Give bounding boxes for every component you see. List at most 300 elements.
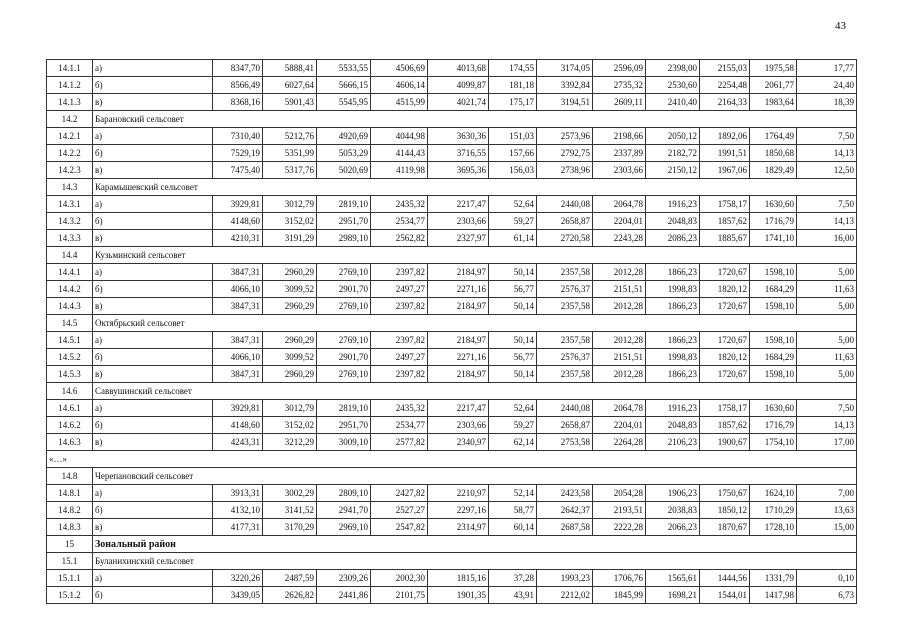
value-cell: 1850,12 (700, 502, 750, 519)
value-cell: 1720,67 (700, 298, 750, 315)
table-row (47, 213, 857, 230)
table-row (47, 230, 857, 247)
table-row (47, 400, 857, 417)
value-cell: 157,66 (489, 145, 537, 162)
section-row (47, 383, 857, 400)
value-cell: 50,14 (489, 298, 537, 315)
value-cell: 2193,51 (593, 502, 646, 519)
value-cell: 3191,29 (263, 230, 317, 247)
row-label: в) (93, 519, 213, 536)
section-row (47, 179, 857, 196)
value-cell: 3152,02 (263, 417, 317, 434)
row-code: 14.5.3 (47, 366, 93, 383)
row-code: 14.1.2 (47, 77, 93, 94)
row-label: в) (93, 366, 213, 383)
value-cell: 2951,70 (317, 213, 371, 230)
value-cell: 2440,08 (537, 400, 593, 417)
value-cell: 3716,55 (428, 145, 489, 162)
value-cell: 2327,97 (428, 230, 489, 247)
value-cell: 5212,76 (263, 128, 317, 145)
value-cell: 2441,86 (317, 587, 371, 604)
row-code: 15.1.2 (47, 587, 93, 604)
value-cell: 2576,37 (537, 349, 593, 366)
value-cell: 4066,10 (213, 281, 263, 298)
value-cell: 3002,29 (263, 485, 317, 502)
row-label: а) (93, 60, 213, 77)
value-cell: 2497,27 (371, 349, 428, 366)
value-cell: 2012,28 (593, 332, 646, 349)
section-row (47, 315, 857, 332)
value-cell: 5,00 (797, 264, 857, 281)
row-code: 14.6.2 (47, 417, 93, 434)
value-cell: 2050,12 (646, 128, 700, 145)
row-code: 14.2.3 (47, 162, 93, 179)
value-cell: 1598,10 (750, 264, 797, 281)
value-cell: 11,63 (797, 281, 857, 298)
value-cell: 1444,56 (700, 570, 750, 587)
value-cell: 2012,28 (593, 264, 646, 281)
row-label: в) (93, 298, 213, 315)
value-cell: 2960,29 (263, 298, 317, 315)
value-cell: 2435,32 (371, 400, 428, 417)
value-cell: 5533,55 (317, 60, 371, 77)
row-label: б) (93, 145, 213, 162)
value-cell: 7,00 (797, 485, 857, 502)
value-cell: 3929,81 (213, 196, 263, 213)
value-cell: 1916,23 (646, 400, 700, 417)
row-label: в) (93, 230, 213, 247)
value-cell: 11,63 (797, 349, 857, 366)
value-cell: 2989,10 (317, 230, 371, 247)
value-cell: 2687,58 (537, 519, 593, 536)
value-cell: 2151,51 (593, 281, 646, 298)
value-cell: 2357,58 (537, 332, 593, 349)
value-cell: 37,28 (489, 570, 537, 587)
value-cell: 1916,23 (646, 196, 700, 213)
value-cell: 2969,10 (317, 519, 371, 536)
row-code: 14.8.2 (47, 502, 93, 519)
value-cell: 58,77 (489, 502, 537, 519)
value-cell: 0,10 (797, 570, 857, 587)
row-code: 14.8.1 (47, 485, 93, 502)
value-cell: 2534,77 (371, 417, 428, 434)
section-row (47, 553, 857, 570)
table-row (47, 196, 857, 213)
value-cell: 2184,97 (428, 332, 489, 349)
value-cell: 4515,99 (371, 94, 428, 111)
value-cell: 2397,82 (371, 298, 428, 315)
section-code: 14.4 (47, 247, 93, 264)
section-row (47, 468, 857, 485)
row-code: 14.6.1 (47, 400, 93, 417)
value-cell: 1598,10 (750, 332, 797, 349)
value-cell: 15,00 (797, 519, 857, 536)
value-cell: 2596,09 (593, 60, 646, 77)
value-cell: 4243,31 (213, 434, 263, 451)
value-cell: 2066,23 (646, 519, 700, 536)
value-cell: 2573,96 (537, 128, 593, 145)
value-cell: 2577,82 (371, 434, 428, 451)
value-cell: 18,39 (797, 94, 857, 111)
value-cell: 1815,16 (428, 570, 489, 587)
value-cell: 62,14 (489, 434, 537, 451)
value-cell: 1758,17 (700, 196, 750, 213)
value-cell: 3695,36 (428, 162, 489, 179)
row-label: а) (93, 570, 213, 587)
value-cell: 3913,31 (213, 485, 263, 502)
value-cell: 2204,01 (593, 417, 646, 434)
value-cell: 1829,49 (750, 162, 797, 179)
value-cell: 6,73 (797, 587, 857, 604)
value-cell: 2440,08 (537, 196, 593, 213)
value-cell: 3141,52 (263, 502, 317, 519)
value-cell: 5351,99 (263, 145, 317, 162)
row-code: 14.3.3 (47, 230, 93, 247)
value-cell: 2435,32 (371, 196, 428, 213)
row-code: 14.2.1 (47, 128, 93, 145)
value-cell: 3009,10 (317, 434, 371, 451)
value-cell: 3170,29 (263, 519, 317, 536)
value-cell: 52,64 (489, 400, 537, 417)
value-cell: 2819,10 (317, 400, 371, 417)
table-row (47, 162, 857, 179)
value-cell: 156,03 (489, 162, 537, 179)
row-code: 14.1.1 (47, 60, 93, 77)
value-cell: 2204,01 (593, 213, 646, 230)
value-cell: 50,14 (489, 332, 537, 349)
value-cell: 1892,06 (700, 128, 750, 145)
value-cell: 1993,23 (537, 570, 593, 587)
row-label: в) (93, 162, 213, 179)
value-cell: 1716,79 (750, 213, 797, 230)
value-cell: 1684,29 (750, 349, 797, 366)
value-cell: 1901,35 (428, 587, 489, 604)
value-cell: 1684,29 (750, 281, 797, 298)
value-cell: 1698,21 (646, 587, 700, 604)
value-cell: 2303,66 (428, 213, 489, 230)
row-code: 14.4.3 (47, 298, 93, 315)
value-cell: 2792,75 (537, 145, 593, 162)
value-cell: 3174,05 (537, 60, 593, 77)
value-cell: 1741,10 (750, 230, 797, 247)
value-cell: 2626,82 (263, 587, 317, 604)
omission-row (47, 451, 857, 468)
value-cell: 52,14 (489, 485, 537, 502)
value-cell: 4606,14 (371, 77, 428, 94)
row-label: б) (93, 213, 213, 230)
value-cell: 2735,32 (593, 77, 646, 94)
value-cell: 2038,83 (646, 502, 700, 519)
value-cell: 2064,78 (593, 400, 646, 417)
value-cell: 8566,49 (213, 77, 263, 94)
value-cell: 1630,60 (750, 400, 797, 417)
value-cell: 56,77 (489, 349, 537, 366)
value-cell: 2012,28 (593, 298, 646, 315)
value-cell: 174,55 (489, 60, 537, 77)
value-cell: 6027,64 (263, 77, 317, 94)
district-title: Зональный район (93, 536, 857, 553)
value-cell: 1967,06 (700, 162, 750, 179)
value-cell: 1983,64 (750, 94, 797, 111)
value-cell: 7,50 (797, 128, 857, 145)
table-row (47, 60, 857, 77)
value-cell: 1866,23 (646, 298, 700, 315)
row-code: 14.4.1 (47, 264, 93, 281)
value-cell: 2002,30 (371, 570, 428, 587)
row-label: а) (93, 485, 213, 502)
value-cell: 3099,52 (263, 281, 317, 298)
value-cell: 2297,16 (428, 502, 489, 519)
value-cell: 3012,79 (263, 400, 317, 417)
district-code: 15 (47, 536, 93, 553)
value-cell: 2769,10 (317, 366, 371, 383)
section-code: 14.5 (47, 315, 93, 332)
value-cell: 2303,66 (593, 162, 646, 179)
table-row (47, 485, 857, 502)
value-cell: 2198,66 (593, 128, 646, 145)
value-cell: 1716,79 (750, 417, 797, 434)
value-cell: 3392,84 (537, 77, 593, 94)
value-cell: 13,63 (797, 502, 857, 519)
value-cell: 2769,10 (317, 264, 371, 281)
value-cell: 2397,82 (371, 366, 428, 383)
value-cell: 2271,16 (428, 281, 489, 298)
value-cell: 1866,23 (646, 366, 700, 383)
value-cell: 2398,00 (646, 60, 700, 77)
value-cell: 1857,62 (700, 213, 750, 230)
table-row (47, 349, 857, 366)
value-cell: 4099,87 (428, 77, 489, 94)
value-cell: 1906,23 (646, 485, 700, 502)
value-cell: 61,14 (489, 230, 537, 247)
value-cell: 2048,83 (646, 213, 700, 230)
value-cell: 1720,67 (700, 332, 750, 349)
value-cell: 2901,70 (317, 349, 371, 366)
section-row (47, 111, 857, 128)
value-cell: 50,14 (489, 366, 537, 383)
value-cell: 2397,82 (371, 332, 428, 349)
value-cell: 2184,97 (428, 366, 489, 383)
value-cell: 59,27 (489, 417, 537, 434)
table-row (47, 94, 857, 111)
value-cell: 4148,60 (213, 417, 263, 434)
value-cell: 1417,98 (750, 587, 797, 604)
value-cell: 3847,31 (213, 332, 263, 349)
value-cell: 1750,67 (700, 485, 750, 502)
value-cell: 1991,51 (700, 145, 750, 162)
value-cell: 1820,12 (700, 349, 750, 366)
table-row (47, 298, 857, 315)
value-cell: 7475,40 (213, 162, 263, 179)
value-cell: 8368,16 (213, 94, 263, 111)
table-row (47, 77, 857, 94)
value-cell: 2427,82 (371, 485, 428, 502)
value-cell: 4132,10 (213, 502, 263, 519)
value-cell: 1857,62 (700, 417, 750, 434)
value-cell: 5888,41 (263, 60, 317, 77)
value-cell: 2527,27 (371, 502, 428, 519)
value-cell: 2217,47 (428, 196, 489, 213)
row-label: б) (93, 502, 213, 519)
value-cell: 16,00 (797, 230, 857, 247)
row-label: б) (93, 281, 213, 298)
row-label: а) (93, 332, 213, 349)
table-row (47, 587, 857, 604)
value-cell: 2254,48 (700, 77, 750, 94)
value-cell: 52,64 (489, 196, 537, 213)
value-cell: 151,03 (489, 128, 537, 145)
value-cell: 1720,67 (700, 264, 750, 281)
value-cell: 2054,28 (593, 485, 646, 502)
table-row (47, 128, 857, 145)
value-cell: 2061,77 (750, 77, 797, 94)
value-cell: 5,00 (797, 366, 857, 383)
value-cell: 4066,10 (213, 349, 263, 366)
section-title: Карамышевский сельсовет (93, 179, 857, 196)
value-cell: 2960,29 (263, 332, 317, 349)
value-cell: 5020,69 (317, 162, 371, 179)
value-cell: 3630,36 (428, 128, 489, 145)
value-cell: 1975,58 (750, 60, 797, 77)
value-cell: 4144,43 (371, 145, 428, 162)
value-cell: 7310,40 (213, 128, 263, 145)
value-cell: 2547,82 (371, 519, 428, 536)
value-cell: 43,91 (489, 587, 537, 604)
value-cell: 1565,61 (646, 570, 700, 587)
value-cell: 2222,28 (593, 519, 646, 536)
value-cell: 1900,67 (700, 434, 750, 451)
row-code: 14.1.3 (47, 94, 93, 111)
value-cell: 4119,98 (371, 162, 428, 179)
section-row (47, 247, 857, 264)
value-cell: 2720,58 (537, 230, 593, 247)
value-cell: 3012,79 (263, 196, 317, 213)
row-code: 14.5.2 (47, 349, 93, 366)
value-cell: 4013,68 (428, 60, 489, 77)
value-cell: 2101,75 (371, 587, 428, 604)
value-cell: 1758,17 (700, 400, 750, 417)
value-cell: 2271,16 (428, 349, 489, 366)
table-row (47, 570, 857, 587)
value-cell: 8347,70 (213, 60, 263, 77)
value-cell: 2212,02 (537, 587, 593, 604)
value-cell: 2530,60 (646, 77, 700, 94)
row-code: 14.8.3 (47, 519, 93, 536)
value-cell: 3194,51 (537, 94, 593, 111)
section-code: 14.8 (47, 468, 93, 485)
value-cell: 1706,76 (593, 570, 646, 587)
value-cell: 7529,19 (213, 145, 263, 162)
value-cell: 1885,67 (700, 230, 750, 247)
value-cell: 2941,70 (317, 502, 371, 519)
value-cell: 14,13 (797, 145, 857, 162)
section-title: Кузьминский сельсовет (93, 247, 857, 264)
value-cell: 2562,82 (371, 230, 428, 247)
section-code: 14.3 (47, 179, 93, 196)
row-label: б) (93, 77, 213, 94)
value-cell: 2164,33 (700, 94, 750, 111)
row-label: а) (93, 196, 213, 213)
row-label: а) (93, 128, 213, 145)
value-cell: 2184,97 (428, 298, 489, 315)
row-label: б) (93, 587, 213, 604)
value-cell: 50,14 (489, 264, 537, 281)
row-label: в) (93, 94, 213, 111)
value-cell: 2182,72 (646, 145, 700, 162)
value-cell: 2769,10 (317, 298, 371, 315)
row-code: 14.6.3 (47, 434, 93, 451)
value-cell: 2048,83 (646, 417, 700, 434)
table-row (47, 366, 857, 383)
value-cell: 2642,37 (537, 502, 593, 519)
value-cell: 1870,67 (700, 519, 750, 536)
value-cell: 2658,87 (537, 213, 593, 230)
section-title: Черепановский сельсовет (93, 468, 857, 485)
value-cell: 5053,29 (317, 145, 371, 162)
value-cell: 17,77 (797, 60, 857, 77)
value-cell: 2151,51 (593, 349, 646, 366)
value-cell: 2314,97 (428, 519, 489, 536)
row-code: 15.1.1 (47, 570, 93, 587)
value-cell: 3847,31 (213, 298, 263, 315)
row-label: а) (93, 264, 213, 281)
value-cell: 2951,70 (317, 417, 371, 434)
value-cell: 3847,31 (213, 264, 263, 281)
value-cell: 2819,10 (317, 196, 371, 213)
value-cell: 12,50 (797, 162, 857, 179)
row-label: б) (93, 417, 213, 434)
value-cell: 4210,31 (213, 230, 263, 247)
value-cell: 1754,10 (750, 434, 797, 451)
section-code: 15.1 (47, 553, 93, 570)
value-cell: 14,13 (797, 417, 857, 434)
value-cell: 2340,97 (428, 434, 489, 451)
value-cell: 2769,10 (317, 332, 371, 349)
value-cell: 1998,83 (646, 349, 700, 366)
value-cell: 2303,66 (428, 417, 489, 434)
value-cell: 2658,87 (537, 417, 593, 434)
value-cell: 4506,69 (371, 60, 428, 77)
value-cell: 2901,70 (317, 281, 371, 298)
value-cell: 2357,58 (537, 366, 593, 383)
value-cell: 2534,77 (371, 213, 428, 230)
value-cell: 5666,15 (317, 77, 371, 94)
value-cell: 1544,01 (700, 587, 750, 604)
value-cell: 1624,10 (750, 485, 797, 502)
value-cell: 4021,74 (428, 94, 489, 111)
row-code: 14.5.1 (47, 332, 93, 349)
page-number: 43 (835, 20, 846, 32)
value-cell: 2155,03 (700, 60, 750, 77)
section-code: 14.2 (47, 111, 93, 128)
value-cell: 1630,60 (750, 196, 797, 213)
value-cell: 5,00 (797, 332, 857, 349)
value-cell: 1598,10 (750, 366, 797, 383)
value-cell: 1710,29 (750, 502, 797, 519)
tariff-table (46, 59, 857, 604)
value-cell: 2487,59 (263, 570, 317, 587)
value-cell: 3439,05 (213, 587, 263, 604)
value-cell: 56,77 (489, 281, 537, 298)
table-row (47, 519, 857, 536)
value-cell: 5317,76 (263, 162, 317, 179)
value-cell: 7,50 (797, 196, 857, 213)
value-cell: 175,17 (489, 94, 537, 111)
value-cell: 2264,28 (593, 434, 646, 451)
value-cell: 2337,89 (593, 145, 646, 162)
row-code: 14.2.2 (47, 145, 93, 162)
district-row (47, 536, 857, 553)
